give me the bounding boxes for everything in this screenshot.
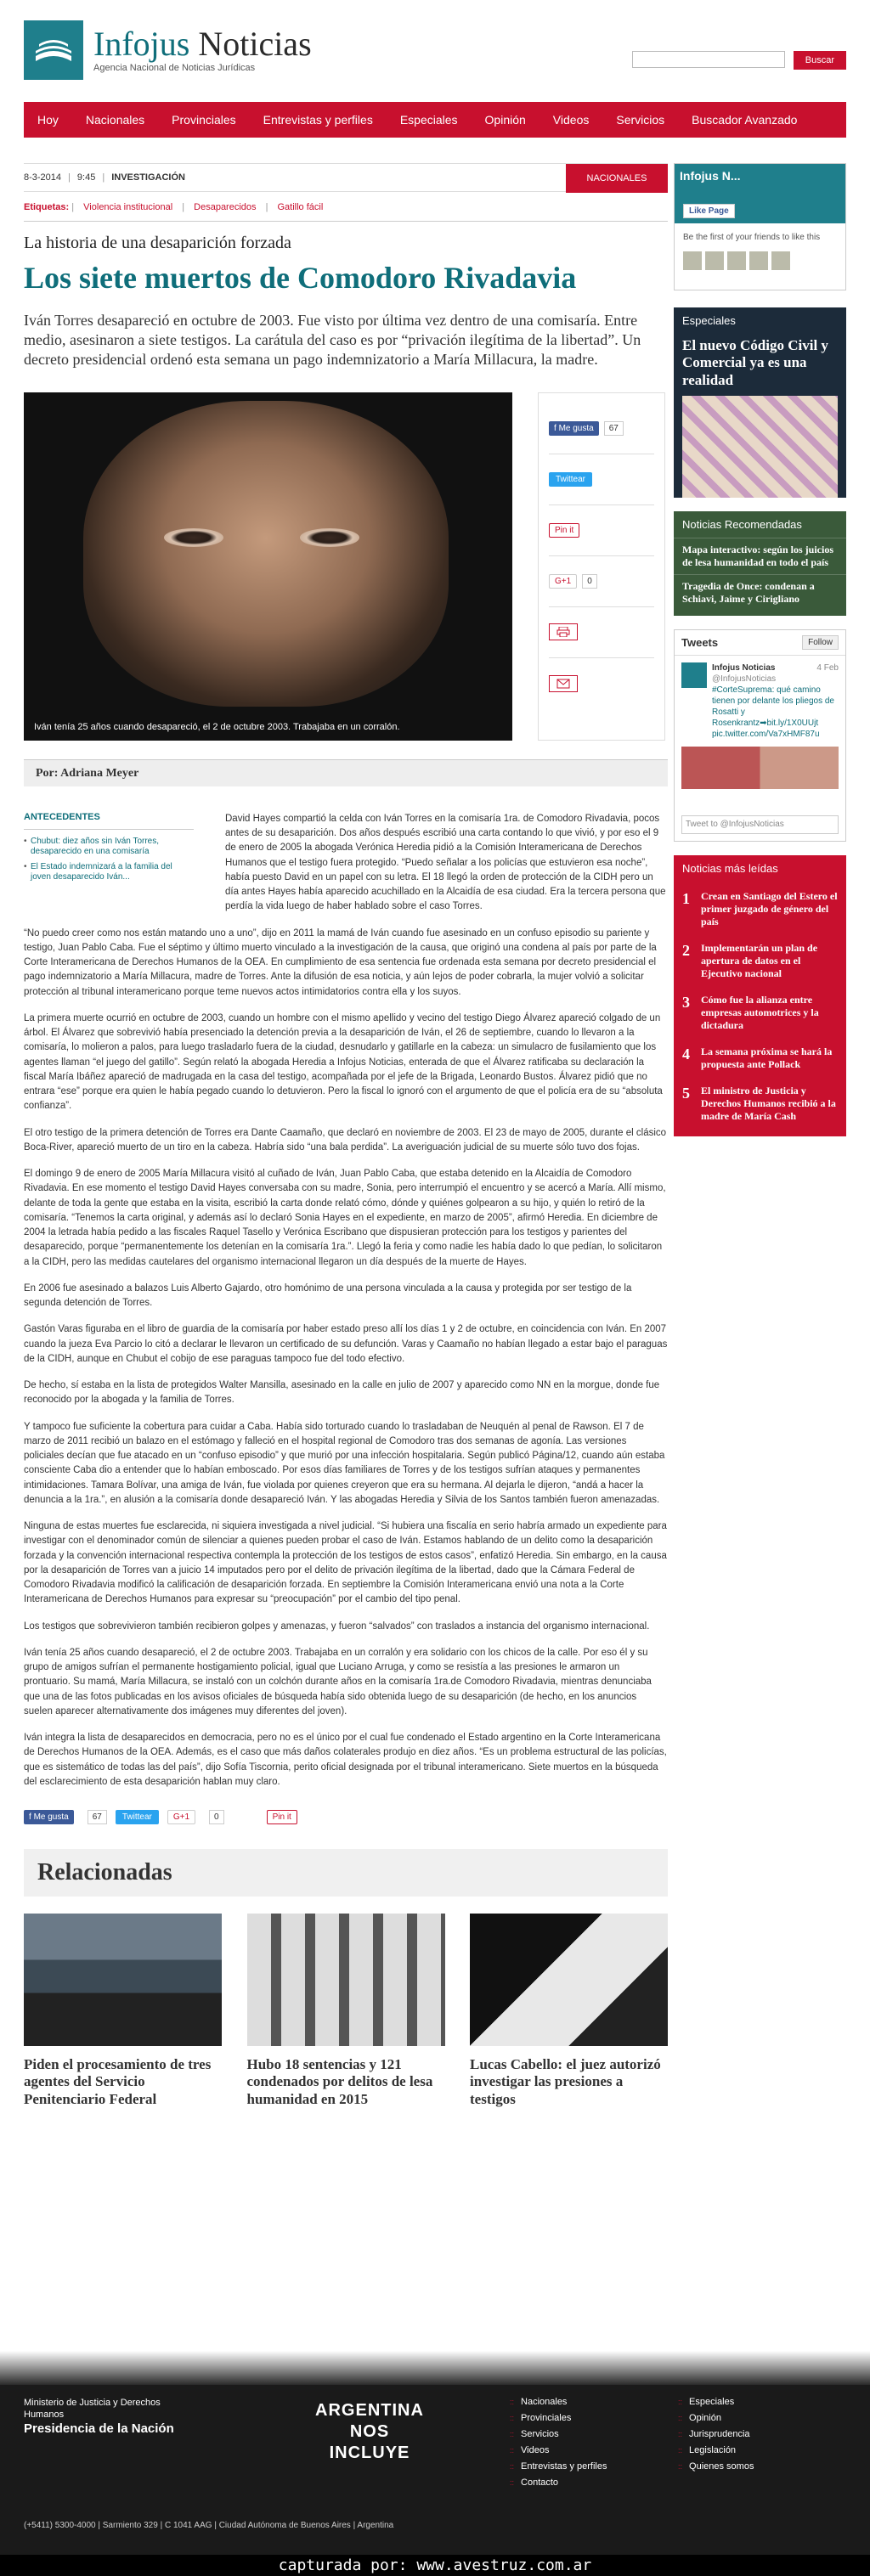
tags-label: Etiquetas:	[24, 202, 70, 212]
tweets-head: Tweets	[681, 636, 719, 650]
related-title[interactable]: Lucas Cabello: el juez autorizó investigar las presiones a testigos	[470, 2056, 661, 2107]
article-paragraph: El domingo 9 de enero de 2005 María Millacura visitó al cuñado de Iván, Juan Pablo Caba, que estaba detenido en la Alcaidía de Comodoro Rivadavia. En ese momento el testigo David Hayes conversaba con su madre, Sonia, pero interrumpió el encuentro y se acercó a María. Allí mismo, delante de toda la gente que estaba en la visita, escribió la carta donde relató cómo, dónde y quiénes golpearon a su hijo, y quién lo retiró de la comisaría. “Tenemos la carta original, y además así lo declaró Sonia Hayes en el expediente, en marzo de 2005”, afirmó Heredia. En diciembre de 2004 la letrada había pedido a las fiscales Raquel Tasello y Verónica Escribano que dispusieran protección para los testigos y parientes del desaparecido, porque “permanentemente los detenían en la comisaría 1ra.”. Llegó la feria y como nadie les había dado lo que pedían, lo solicitaron a la CIDH, pero las medidas cautelares del organismo internacional llegaron un día después de la muerte de Hayes.	[24, 1169, 666, 1267]
nav-servicios[interactable]: Servicios	[616, 113, 665, 127]
site-footer	[0, 2385, 870, 2555]
fb-count: 67	[88, 1810, 107, 1824]
article-time: 9:45	[76, 172, 96, 183]
nav-especiales[interactable]: Especiales	[399, 113, 458, 127]
mas-leidas-box	[674, 855, 846, 1136]
nav-videos[interactable]: Videos	[552, 113, 590, 127]
tweet-input[interactable]: Tweet to @InfojusNoticias	[681, 815, 839, 834]
tweet-button[interactable]: Twittear	[549, 472, 592, 487]
article-paragraph: Los testigos que sobrevivieron también recibieron golpes y amenazas, y fueron “salvados” con traslados a instancia del organismo internacional.	[24, 1621, 650, 1632]
article-section: INVESTIGACIÓN	[111, 172, 185, 183]
related-title[interactable]: Piden el procesamiento de tres agentes del Servicio Penitenciario Federal	[24, 2056, 212, 2107]
tags: Etiquetas: | Violencia institucional | Desaparecidos | Gatillo fácil	[24, 202, 324, 212]
tweet-image[interactable]	[681, 747, 839, 789]
search-input[interactable]	[632, 51, 785, 68]
footer-link[interactable]: :: Nacionales	[510, 2397, 607, 2407]
facebook-like-button[interactable]: f Me gusta	[549, 421, 599, 436]
especiales-box[interactable]	[674, 307, 846, 498]
g-count: 0	[209, 1810, 224, 1824]
fb-count: 67	[604, 421, 624, 436]
nav-entrevistas[interactable]: Entrevistas y perfiles	[263, 113, 373, 127]
fb-widget-text: Be the first of your friends to like this	[683, 233, 821, 242]
article-paragraph: De hecho, sí estaba en la lista de protegidos Walter Mansilla, asesinado en la calle en julio de 2007 y aparecido como NN en la morgue, donde fue reconocido por la abogada y la familia de Torres.	[24, 1380, 660, 1406]
related-item[interactable]	[470, 1914, 668, 2108]
article-paragraph: David Hayes compartió la celda con Iván Torres en la comisaría 1ra. de Comodoro Rivadavia, pocos antes de su desaparición. Dos años después escribió una carta contando lo que vivió, y por eso el 9 de enero de 2005 la abogada Verónica Heredia pidió a la Comisión Interamericana de Derechos Humanos que el testigo fuera protegido. “Puedo señalar a los policías que estuvieron esa noche”, había puesto David en un papel con su letra. El 18 llegó la orden de protección de la CIDH pero un día antes Hayes había aparecido acuchillado en la Alcaidía de esa ciudad. Era la tercera persona que perdía la vida luego de haber hablado sobre el caso Torres.	[225, 813, 666, 912]
related-image	[24, 1914, 222, 2046]
site-header	[24, 0, 846, 102]
fb-page-name[interactable]: Infojus N...	[680, 169, 741, 183]
article-date: 8-3-2014	[24, 172, 62, 183]
main-nav	[24, 102, 846, 138]
pinterest-button[interactable]: Pin it	[267, 1810, 297, 1824]
capture-watermark: capturada por: www.avestruz.com.ar	[0, 2555, 870, 2576]
related-image	[247, 1914, 445, 2046]
article-paragraph: El otro testigo de la primera detención de Torres era Dante Caamaño, que declaró en noviembre de 2003. El 23 de mayo de 2005, durante el clásico Boca-River, apareció muerto de un tiro en la cabeza. Habría sido “una bala perdida”. La averiguación judicial de su muerte sólo tuvo dos fojas.	[24, 1127, 667, 1153]
related-title[interactable]: Hubo 18 sentencias y 121 condenados por delitos de lesa humanidad en 2015	[246, 2056, 433, 2107]
footer-link[interactable]: :: Legislación	[678, 2445, 754, 2455]
email-icon[interactable]	[549, 675, 578, 692]
nav-buscador[interactable]: Buscador Avanzado	[692, 113, 798, 127]
nav-hoy[interactable]: Hoy	[37, 113, 59, 127]
tweet-text: #CorteSuprema: qué camino tienen por delante los pliegos de Rosatti y Rosenkrantz➡bit.ly/1X0UUjt pic.twitter.com/Va7xHMF87u	[712, 685, 834, 740]
article-column	[24, 163, 668, 2108]
especiales-lead[interactable]: El nuevo Código Civil y Comercial ya es una realidad	[682, 337, 828, 388]
site-logo[interactable]	[24, 20, 312, 80]
tweet-button[interactable]: Twittear	[116, 1810, 159, 1824]
recomendadas-box	[674, 511, 846, 616]
follow-button[interactable]: Follow	[802, 635, 839, 650]
article-paragraph: Ninguna de estas muertes fue esclarecida, ni siquiera investigada a nivel judicial. “Si hubiera una fiscalía en serio habría armado un expediente para investigar con el denominador común de silenciar a quienes pueden probar el caso de Iván. Estamos hablando de un delito como la desaparición forzada y la convención internacional respectiva contempla la protección de los testigos de estos casos”, enfatizó Heredia. Sin embargo, en la causa por la desaparición de Torres van a juicio 14 imputados pero por el delito de privación ilegítima de la libertad, dado que la Cámara Federal de Comodoro Rivadavia modificó la calificación de desaparición forzada. En septiembre la Comisión Interamericana envió una nota a la Corte Interamericana de Derechos Humanos para expresar su “preocupación” por el cambio del tipo penal.	[24, 1521, 667, 1605]
mas-leida-item[interactable]: 2 Implementarán un plan de apertura de datos en el Ejecutivo nacional	[682, 942, 818, 980]
tweet-handle: @InfojusNoticias	[712, 674, 777, 685]
footer-link[interactable]: :: Entrevistas y perfiles	[510, 2461, 607, 2472]
antecedente-link[interactable]: • Chubut: diez años sin Iván Torres, desaparecido en una comisaría	[24, 837, 194, 857]
relacionadas-title: Relacionadas	[24, 1849, 668, 1897]
facebook-like-button[interactable]: f Me gusta	[24, 1810, 74, 1824]
share-box	[538, 392, 665, 741]
mas-leida-item[interactable]: 1 Crean en Santiago del Estero el primer juzgado de género del país	[682, 890, 838, 928]
recomendadas-head: Noticias Recomendadas	[682, 518, 802, 532]
footer-presidency: Presidencia de la Nación	[24, 2421, 174, 2436]
tweet-date: 4 Feb	[816, 663, 839, 674]
article-paragraph: Gastón Varas figuraba en el libro de guardia de la comisaría por haber estado preso allí los días 1 y 2 de octubre, en coincidencia con Iván. En 2007 cuando la jueza Eva Parcio lo citó a declarar le llevaron un certificado de su defunción. Varas y Caamaño no habían llegado a estar bajo el paraguas de la CIDH, aunque en Chubut el cobijo de ese paraguas tampoco fue del todo efectivo.	[24, 1324, 668, 1364]
facebook-widget	[674, 163, 846, 290]
google-plus-button[interactable]: G+1	[167, 1810, 195, 1824]
footer-link[interactable]: :: Especiales	[678, 2397, 754, 2407]
article-paragraph: Y tampoco fue suficiente la cobertura para cuidar a Caba. Había sido torturado cuando lo trasladaban de Neuquén al penal de Rawson. El 7 de marzo de 2011 recibió un balazo en el estómago y falleció en el hospital regional de Comodoro tras dos semanas de agonía. Las versiones policiales decían que fue atacado en un “confuso episodio” y que murió por una infección hospitalaria. Según publicó Página/12, cuando aún estaba consciente Caba dio a entender que lo habían emboscado. Por esos días familiares de Torres y de los testigos sufrían ataques y permanentes intimidaciones. Tamara Bolívar, una amiga de Iván, fue violada por quienes creyeron que era su hermana. Al dejarla le dijeron, “andá a hacer la denuncia a la 1ra.”, en alusión a la comisaría donde desapareció Iván. Y las abogadas Heredia y Silvia de los Santos también fueron amenazadas.	[24, 1421, 665, 1505]
section-badge[interactable]: NACIONALES	[566, 164, 668, 193]
tag-link[interactable]: Violencia institucional	[83, 202, 173, 212]
tweet-user[interactable]: Infojus Noticias	[712, 663, 776, 674]
nav-opinion[interactable]: Opinión	[484, 113, 526, 127]
footer-address: (+5411) 5300-4000 | Sarmiento 329 | C 1041 AAG | Ciudad Autónoma de Buenos Aires | Argentina	[24, 2521, 394, 2530]
related-item[interactable]	[24, 1914, 222, 2108]
article-photo	[24, 392, 512, 741]
article-paragraph: En 2006 fue asesinado a balazos Luis Alberto Gajardo, otro homónimo de una persona vinculada a la causa y protegida por ser testigo de la segunda detención de Torres.	[24, 1282, 632, 1309]
related-item[interactable]	[247, 1914, 445, 2108]
relacionadas-list	[24, 1914, 668, 2108]
article-kicker: La historia de una desaparición forzada	[24, 234, 291, 252]
footer-link[interactable]: :: Opinión	[678, 2413, 754, 2423]
footer-links	[678, 2397, 754, 2477]
mas-leida-item[interactable]: 5 El ministro de Justicia y Derechos Humanos recibió a la madre de María Cash	[682, 1085, 836, 1123]
search-bar	[632, 51, 846, 70]
site-subtitle: Agencia Nacional de Noticias Jurídicas	[93, 63, 256, 73]
article-meta: 8-3-2014 | 9:45 | INVESTIGACIÓN NACIONALES	[24, 163, 668, 192]
twitter-widget	[674, 629, 846, 842]
footer-link[interactable]: :: Jurisprudencia	[678, 2429, 754, 2439]
share-bar	[24, 1807, 668, 1827]
search-button[interactable]: Buscar	[794, 51, 846, 70]
especiales-image	[682, 396, 838, 498]
byline: Por: Adriana Meyer	[24, 759, 668, 786]
article-paragraph: Iván tenía 25 años cuando desapareció, el 2 de octubre 2003. Trabajaba en un corralón y era solidario con los chicos de la calle. Por eso él y su grupo de amigos sufrían el permanente hostigamiento policial, igual que Luciano Arruga, y como se resistía a las presiones le armaron un prontuario. Su mamá, María Millacura, se instaló con un colchón durante años en la comisaría 1ra.de Comodoro Rivadavia, mientras denunciaba que una de las fotos publicadas en los avisos oficiales de búsqueda había sido obtenida luego de su desaparición (de hecho, en los anuncios suelen aparecer alternativamente dos imágenes muy diferentes del joven).	[24, 1647, 652, 1716]
recomendada-link[interactable]: Tragedia de Once: condenan a Schiavi, Jaime y Cirigliano	[674, 574, 846, 616]
sidebar	[674, 163, 846, 1136]
print-icon[interactable]	[549, 623, 578, 640]
nav-provinciales[interactable]: Provinciales	[172, 113, 236, 127]
avatar	[681, 662, 707, 688]
article-lead: Iván Torres desapareció en octubre de 2003. Fue visto por última vez dentro de una comisaría. Entre medio, asesinaron a siete testigos. La carátula del caso es por “privación ilegítima de la libertad”. Un decreto presidencial ordenó esta semana un pago indemnizatorio a María Millacura, la madre.	[24, 311, 641, 369]
footer-link[interactable]: :: Contacto	[510, 2477, 607, 2488]
google-plus-button[interactable]: G+1	[549, 574, 577, 589]
footer-links	[510, 2397, 607, 2494]
footer-link[interactable]: :: Servicios	[510, 2429, 607, 2439]
pinterest-button[interactable]: Pin it	[549, 523, 579, 538]
footer-link[interactable]: :: Videos	[510, 2445, 607, 2455]
article-title: Los siete muertos de Comodoro Rivadavia	[24, 261, 577, 295]
article-paragraph: La primera muerte ocurrió en octubre de 2003, cuando un hombre con el mismo apellido y vecino del testigo Diego Álvarez apareció colgado de un árbol. El Álvarez que sobrevivió había presenciado la detención previa a la desaparición de Iván, el 26 de septiembre, cuando lo llevaron a la comisaría, lo molieron a palos, para luego trasladarlo fuera de la ciudad, desnudarlo y gatillarle en la cabeza: un simulacro de fusilamiento que los agentes llaman “el juego del gatillo”. Según relató la abogada Heredia a Infojus Noticias, enterada de que el Álvarez ratificaba su declaración la fiscal María Ibáñez apareció de madrugada en la casa del testigo, acompañada por el jefe de la Brigada, Leonardo Bustos. Álvarez pidió que no entrara “ese” porque era quien le había pegado cuando lo detuvieron. Pero la fiscal lo ignoró con el argumento de que el policía era de su “absoluta confianza”.	[24, 1012, 663, 1112]
related-image	[470, 1914, 668, 2046]
article-paragraph: Iván integra la lista de desaparecidos en democracia, pero no es el único por el cual fue condenado el Estado argentino en la Corte Interamericana de Derechos Humanos de la OEA. Además, es el caso que más daños colaterales produjo en diez años. “Es un problema estructural de las policías, que es sistemático de todas las del país”, dijo Sofía Tiscornia, perito oficial designada por el tribunal interamericano. Siete muertos en la búsqueda del esclarecimiento de esta desaparición hablan muy claro.	[24, 1733, 667, 1787]
nav-nacionales[interactable]: Nacionales	[85, 113, 145, 127]
antecedentes-title: ANTECEDENTES	[24, 812, 194, 830]
photo-caption: Iván tenía 25 años cuando desapareció, el 2 de octubre 2003. Trabajaba en un corralón.	[34, 721, 400, 732]
footer-argentina-logo: ARGENTINA NOS INCLUYE	[315, 2401, 424, 2462]
mas-leida-item[interactable]: 4 La semana próxima se hará la propuesta ante Pollack	[682, 1046, 833, 1071]
article-paragraph: “No puedo creer como nos están matando uno a uno”, dijo en 2011 la mamá de Iván cuando fue asesinado en un confuso episodio su pariente y testigo, Juan Pablo Caba. Fue el séptimo y último muerto vinculado a la investigación de la causa, que originó una condena al país por parte de la Corte Interamericana de Derechos Humanos de la OEA. En cumplimiento de esa sentencia fue ordenada esta semana por decreto presidencial el pago indemnizatorio a María Millacura, madre de Torres. Ante la difusión de esa noticia, y aún lejos de poder cobrarla, la mujer volvió a solicitar protección al tribunal interamericano porque teme nuevos actos intimidatorios contra ella y los suyos.	[24, 927, 657, 997]
book-icon	[24, 20, 83, 80]
footer-link[interactable]: :: Quienes somos	[678, 2461, 754, 2472]
recomendada-link[interactable]: Mapa interactivo: según los juicios de lesa humanidad en todo el país	[674, 538, 846, 574]
g-count: 0	[582, 574, 597, 589]
footer-ministry: Ministerio de Justicia y Derechos Humanos	[24, 2398, 161, 2421]
fb-like-page-button[interactable]: Like Page	[683, 204, 735, 218]
footer-link[interactable]: :: Provinciales	[510, 2413, 607, 2423]
especiales-head: Especiales	[682, 314, 736, 327]
site-title: Infojus Noticias	[93, 25, 312, 63]
mas-leida-item[interactable]: 3 Cómo fue la alianza entre empresas automotrices y la dictadura	[682, 994, 819, 1032]
antecedente-link[interactable]: • El Estado indemnizará a la familia del joven desaparecido Iván...	[24, 862, 194, 882]
tag-link[interactable]: Gatillo fácil	[277, 202, 324, 212]
mas-leidas-head: Noticias más leídas	[682, 862, 778, 876]
tag-link[interactable]: Desaparecidos	[194, 202, 257, 212]
article-body	[24, 812, 668, 1790]
antecedentes-box	[24, 812, 194, 888]
